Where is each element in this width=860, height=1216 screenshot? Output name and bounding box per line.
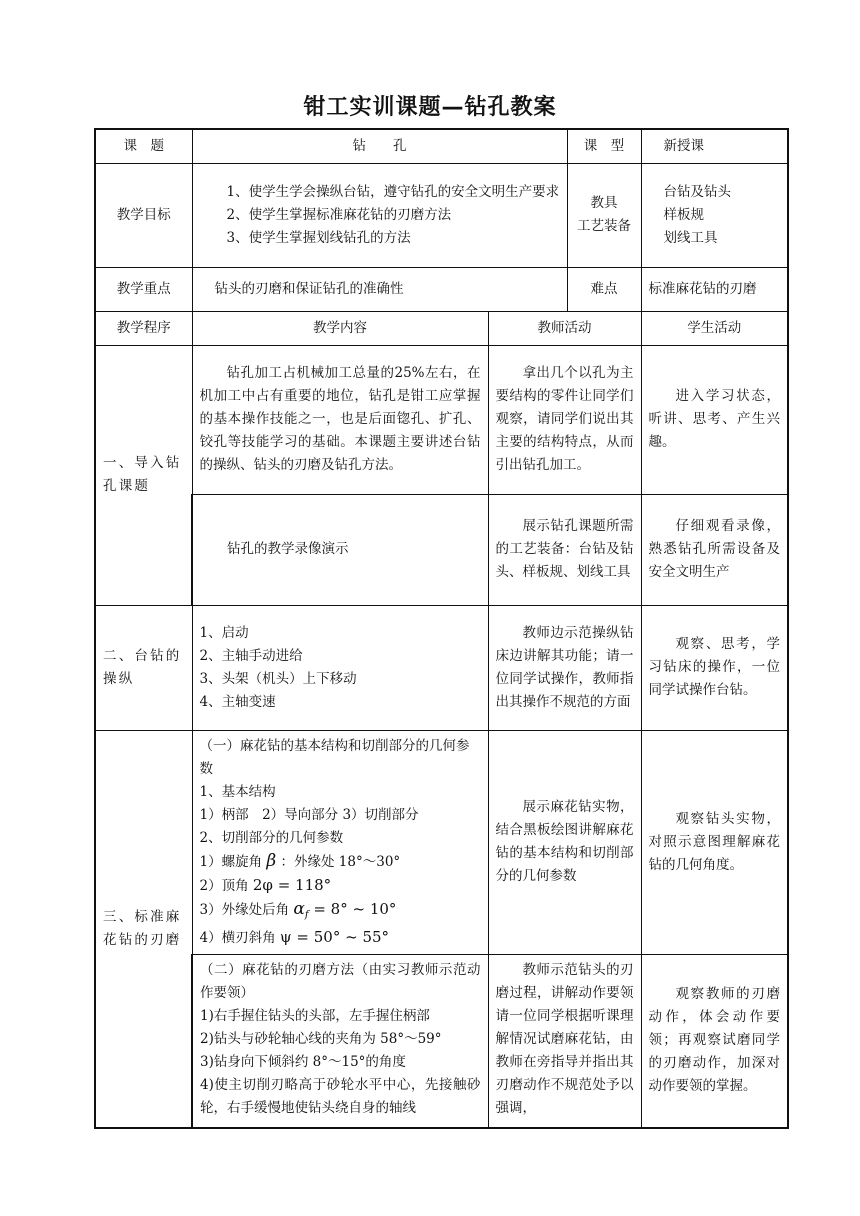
equipment-item: 样板规 <box>663 206 704 223</box>
equipment-label-line: 教具 <box>590 195 618 211</box>
content-line: 2)钻头与砂轮轴心线的夹角为 58°～59° <box>200 1031 442 1048</box>
content-line: （二）麻花钻的刃磨方法（由实习教师示范动作要领） <box>200 962 481 1002</box>
section-1-content-2: 钻孔的教学录像演示 <box>192 494 488 605</box>
lesson-plan-table <box>94 128 789 1129</box>
content-line: 1）柄部 2）导向部分 3）切削部分 <box>199 806 419 823</box>
content-line: （一）麻花钻的基本结构和切削部分的几何参数 <box>199 737 470 777</box>
section-1-row-1 <box>95 345 788 494</box>
goals-list <box>192 163 567 267</box>
content-line: 2、切削部分的几何参数 <box>199 829 344 846</box>
type-value: 新授课 <box>641 129 788 163</box>
col-content: 教学内容 <box>192 311 488 345</box>
math-alpha: α <box>293 898 305 919</box>
equipment-list <box>641 163 788 267</box>
section-3-content-1 <box>192 730 488 955</box>
focus-value: 钻头的刃磨和保证钻孔的准确性 <box>192 267 567 311</box>
content-line: 3)钻身向下倾斜约 8°～15°的角度 <box>200 1054 406 1071</box>
goals-label: 教学目标 <box>95 163 192 267</box>
section-1-teacher-1: 拿出几个以孔为主要结构的零件让同学们观察，请同学们说出其主要的结构特点，从而引出钻孔加工。 <box>488 345 641 494</box>
section-2-name: 二、台钻的操纵 <box>95 605 192 730</box>
section-1-student-1: 进入学习状态，听讲、思考、产生兴趣。 <box>641 345 788 494</box>
operation-step: 4、主轴变速 <box>199 693 276 710</box>
col-teacher: 教师活动 <box>488 311 641 345</box>
section-1-content-1: 钻孔加工占机械加工总量的25%左右，在机加工中占有重要的地位，钻孔是钳工应掌握的基本操作技能之一，也是后面锪孔、扩孔、铰孔等技能学习的基础。本课题主要讲述台钻的操纵、钻头的刃磨及钻孔方法。 <box>192 345 488 494</box>
goal-item: 2、使学生掌握标准麻花钻的刃磨方法 <box>226 206 452 223</box>
topic-row <box>95 129 788 163</box>
math-psi: ψ = 50° ~ 55° <box>279 928 390 947</box>
type-label: 课 型 <box>567 129 641 163</box>
equipment-item: 台钻及钻头 <box>663 183 731 200</box>
col-procedure: 教学程序 <box>95 311 192 345</box>
operation-step: 3、头架（机头）上下移动 <box>199 670 357 687</box>
difficulty-label: 难点 <box>567 267 641 311</box>
content-line: 1)右手握住钻头的头部，左手握住柄部 <box>200 1008 430 1025</box>
content-line-chisel-angle: 4）横刃斜角 ψ = 50° ~ 55° <box>199 928 390 947</box>
section-3-student-2: 观察教师的刃磨动作，体会动作要领；再观察试磨同学的刃磨动作，加深对动作要领的掌握。 <box>641 955 788 1128</box>
section-1-student-2: 仔细观看录像，熟悉钻孔所需设备及安全文明生产 <box>641 494 788 605</box>
section-3-teacher-1: 展示麻花钻实物，结合黑板绘图讲解麻花钻的基本结构和切削部分的几何参数 <box>488 730 641 955</box>
column-header-row <box>95 311 788 345</box>
section-3-student-1: 观察钻头实物，对照示意图理解麻花钻的几何角度。 <box>641 730 788 955</box>
section-2-student: 观察、思考，学习钻床的操作，一位同学试操作台钻。 <box>641 605 788 730</box>
focus-label: 教学重点 <box>95 267 192 311</box>
goal-item: 1、使学生学会操纵台钻，遵守钻孔的安全文明生产要求 <box>226 183 560 200</box>
equipment-item: 划线工具 <box>663 229 718 246</box>
section-1-name: 一、导入钻孔课题 <box>95 345 192 605</box>
section-1-row-2 <box>95 494 788 605</box>
topic-value: 钻 孔 <box>192 129 567 163</box>
content-line: 4)使主切削刃略高于砂轮水平中心，先接触砂轮，右手缓慢地使钻头绕自身的轴线 <box>200 1077 481 1117</box>
topic-label: 课 题 <box>95 129 192 163</box>
content-line: 1、基本结构 <box>199 783 276 800</box>
col-student: 学生活动 <box>641 311 788 345</box>
section-3-content-2 <box>192 955 488 1128</box>
section-2-content <box>192 605 488 730</box>
section-2-teacher: 教师边示范操纵钻床边讲解其功能；请一位同学试操作，教师指出其操作不规范的方面 <box>488 605 641 730</box>
operation-step: 1、启动 <box>199 624 249 641</box>
content-line-point-angle: 2）顶角 2φ = 118° <box>199 875 332 894</box>
operation-step: 2、主轴手动进给 <box>199 647 303 664</box>
goal-item: 3、使学生掌握划线钻孔的方法 <box>226 229 411 246</box>
focus-row <box>95 267 788 311</box>
math-point-angle: 2φ = 118° <box>252 875 332 894</box>
section-3-name: 三、标准麻花钻的刃磨 <box>95 730 192 1128</box>
section-3-row-1 <box>95 730 788 955</box>
content-line-clearance-angle: 3）外缘处后角 $\alpha_f = 8^\circ$ ~ 10° <box>199 898 397 921</box>
section-3-row-2 <box>95 955 788 1128</box>
goals-row <box>95 163 788 267</box>
math-beta: β <box>266 850 277 871</box>
section-2-row <box>95 605 788 730</box>
document-title: 钳工实训课题—钻孔教案 <box>303 95 557 120</box>
equipment-label <box>567 163 641 267</box>
equipment-label-line: 工艺装备 <box>577 218 631 234</box>
section-3-teacher-2: 教师示范钻头的刃磨过程，讲解动作要领请一位同学根据听课理解情况试磨麻花钻，由教师在旁指导并指出其刃磨动作不规范处予以强调， <box>488 955 641 1128</box>
section-1-teacher-2: 展示钻孔课题所需的工艺装备：台钻及钻头、样板规、划线工具 <box>488 494 641 605</box>
difficulty-value: 标准麻花钻的刃磨 <box>641 267 788 311</box>
content-line-helix-angle: 1）螺旋角 β ：外缘处 18°～30° <box>199 850 401 871</box>
